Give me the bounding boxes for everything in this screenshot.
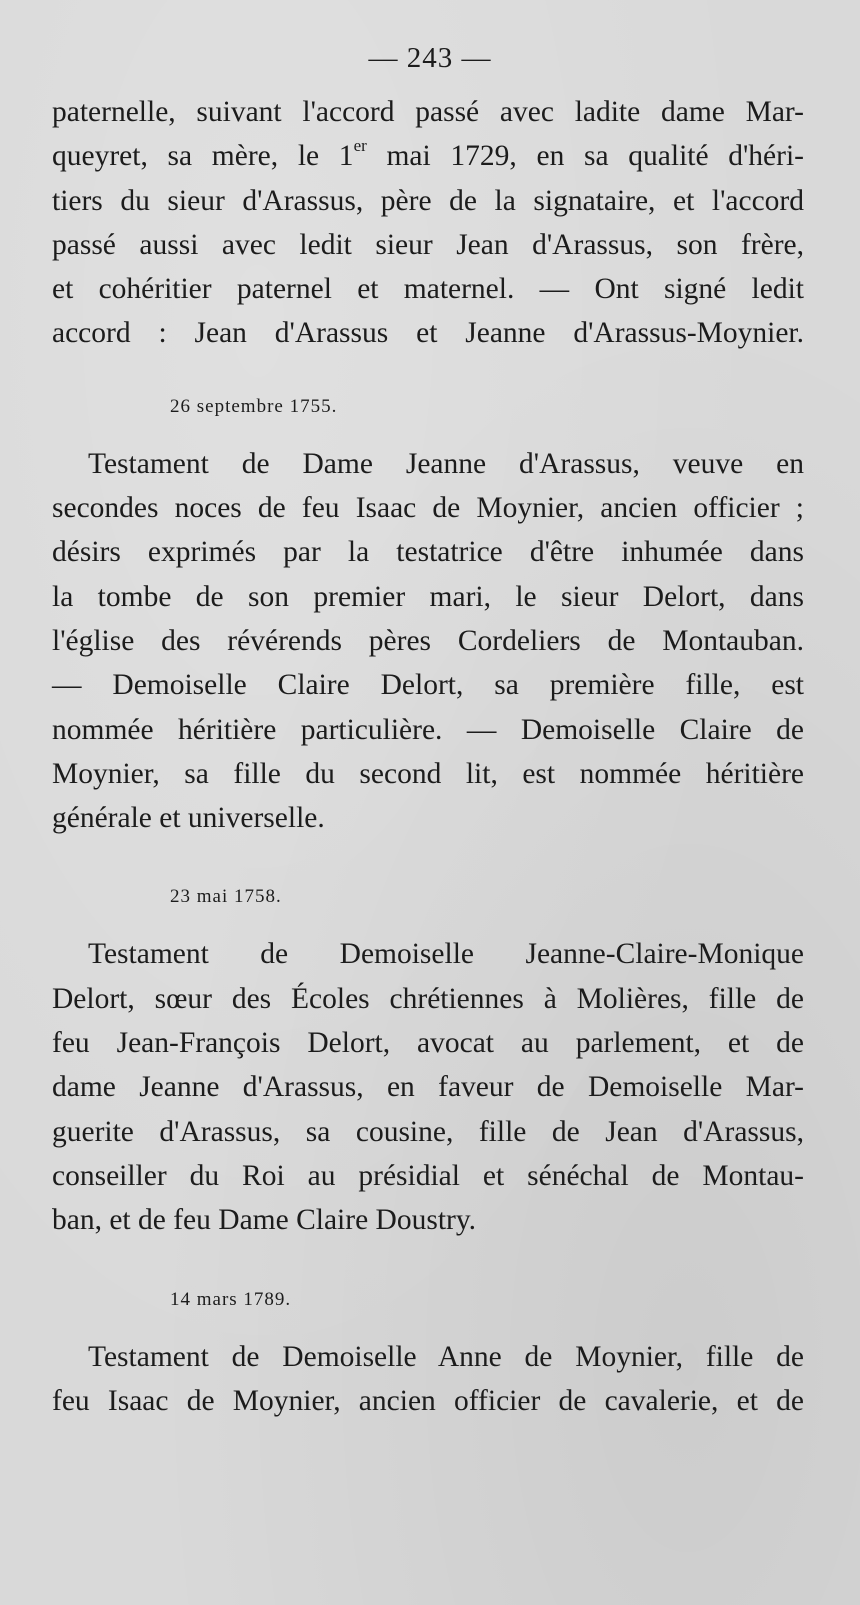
- text-line: Delort, sœur des Écoles chrétiennes à Molières, fille de: [52, 982, 804, 1015]
- text-line: feu Jean-François Delort, avocat au parlement, et de: [52, 1027, 804, 1060]
- entry-date: 14 mars 1789.: [170, 1288, 292, 1310]
- text-line: conseiller du Roi au présidial et sénéchal de Montau-: [52, 1159, 804, 1192]
- text-line: Moynier, sa fille du second lit, est nommée héritière: [52, 757, 804, 790]
- intro-paragraph: [52, 90, 804, 356]
- entry-date: 23 mai 1758.: [170, 886, 282, 908]
- page-number: — 243 —: [368, 42, 492, 74]
- text-line: — Demoiselle Claire Delort, sa première fille, est: [52, 669, 804, 702]
- entry-paragraph: [52, 932, 804, 1242]
- text-line: Testament de Demoiselle Anne de Moynier, fille de: [88, 1340, 804, 1373]
- entry-date: 26 septembre 1755.: [170, 395, 338, 417]
- text-line: guerite d'Arassus, sa cousine, fille de Jean d'Arassus,: [52, 1115, 804, 1148]
- text-line: accord : Jean d'Arassus et Jeanne d'Arassus-Moynier.: [52, 317, 804, 350]
- text-line: et cohéritier paternel et maternel. — Ont signé ledit: [52, 273, 804, 306]
- text-line: dame Jeanne d'Arassus, en faveur de Demoiselle Mar-: [52, 1071, 804, 1104]
- entry-paragraph: [52, 442, 804, 841]
- text-line: paternelle, suivant l'accord passé avec ladite dame Mar-: [52, 96, 804, 128]
- text-line: nommée héritière particulière. — Demoiselle Claire de: [52, 713, 804, 746]
- text-line: feu Isaac de Moynier, ancien officier de cavalerie, et de: [52, 1384, 804, 1417]
- superscript: er: [353, 136, 367, 156]
- text-line: ban, et de feu Dame Claire Doustry.: [52, 1204, 477, 1237]
- text-line: Testament de Dame Jeanne d'Arassus, veuve en: [88, 447, 804, 480]
- text-line: la tombe de son premier mari, le sieur Delort, dans: [52, 580, 804, 613]
- text-line: queyret, sa mère, le 1er mai 1729, en sa qualité d'héri-: [52, 136, 804, 173]
- text-line: secondes noces de feu Isaac de Moynier, ancien officier ;: [52, 492, 804, 525]
- text-line: tiers du sieur d'Arassus, père de la signataire, et l'accord: [52, 184, 804, 217]
- text-line: Testament de Demoiselle Jeanne-Claire-Monique: [88, 938, 804, 971]
- text-line: désirs exprimés par la testatrice d'être inhumée dans: [52, 536, 804, 569]
- text-line: générale et universelle.: [52, 802, 325, 835]
- text-line: l'église des révérends pères Cordeliers de Montauban.: [52, 624, 804, 657]
- text-line: passé aussi avec ledit sieur Jean d'Arassus, son frère,: [52, 228, 804, 261]
- entry-paragraph: [52, 1335, 804, 1424]
